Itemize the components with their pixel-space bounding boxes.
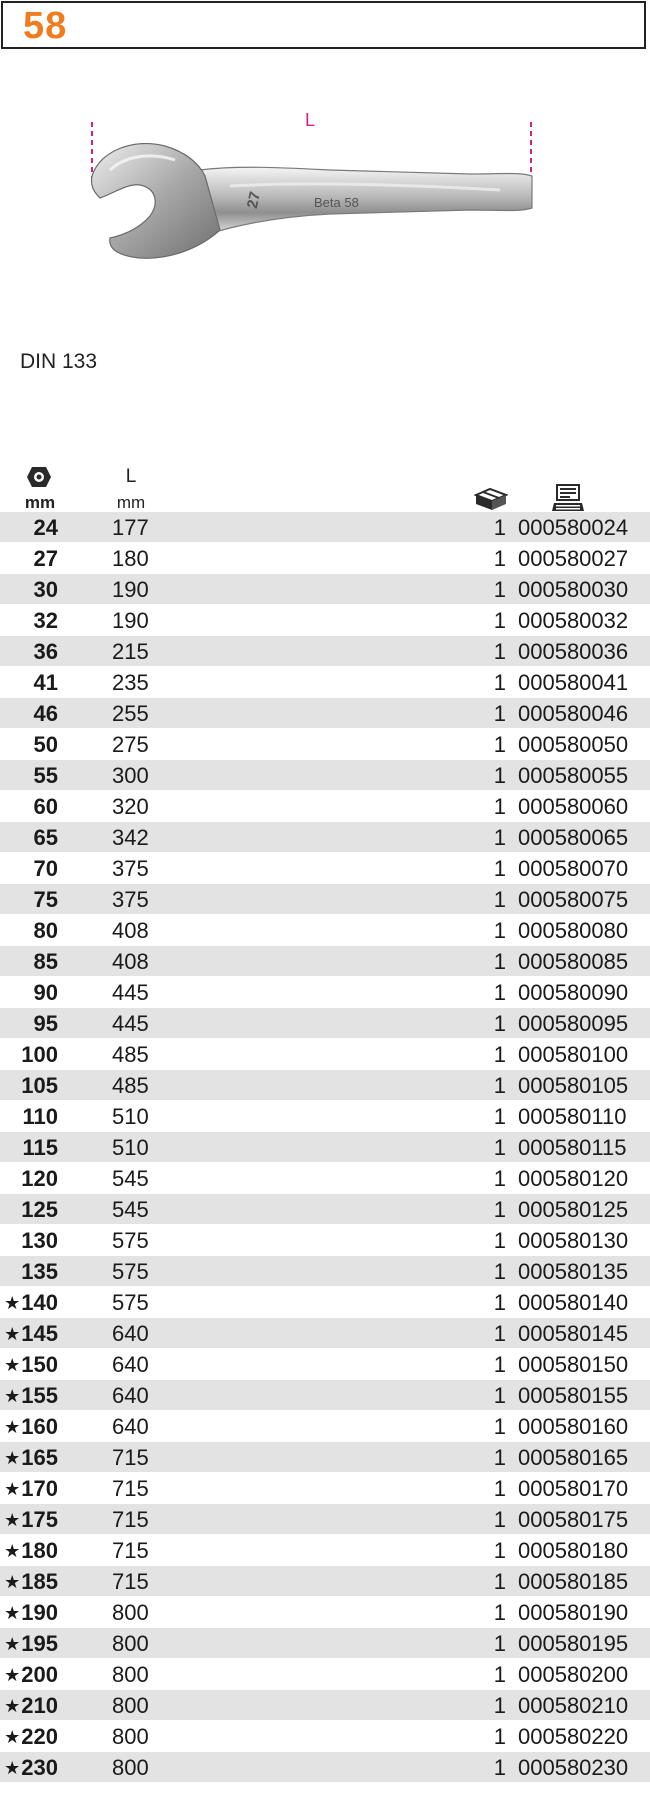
table-row	[0, 1721, 650, 1752]
article-code-cell: 000580110	[518, 1104, 627, 1129]
star-icon: ★	[4, 1479, 21, 1499]
length-cell: 320	[112, 794, 149, 819]
size-value: 195	[21, 1631, 58, 1656]
table-row	[0, 1411, 650, 1442]
length-cell: 800	[112, 1600, 149, 1625]
table-row	[0, 853, 650, 884]
article-code-cell: 000580070	[518, 856, 629, 881]
size-cell	[0, 1628, 58, 1659]
length-cell: 510	[112, 1104, 149, 1129]
size-cell	[0, 1163, 58, 1194]
quantity-cell: 1	[493, 1011, 506, 1036]
size-value: 70	[33, 856, 58, 881]
din-standard: DIN 133	[20, 350, 98, 373]
article-code-cell: 000580085	[518, 949, 629, 974]
article-code-cell: 000580160	[518, 1414, 629, 1439]
size-value: 220	[21, 1724, 58, 1749]
table-row	[0, 822, 650, 853]
length-cell: 800	[112, 1631, 149, 1656]
table-row	[0, 1225, 650, 1256]
size-value: 130	[21, 1228, 58, 1253]
quantity-cell: 1	[493, 918, 506, 943]
article-code-cell: 000580125	[518, 1197, 629, 1222]
table-row	[0, 791, 650, 822]
quantity-cell: 1	[493, 608, 506, 633]
star-icon: ★	[4, 1572, 21, 1592]
size-cell	[0, 1442, 58, 1473]
quantity-cell: 1	[493, 1755, 506, 1780]
engraving-brand: Beta 58	[314, 195, 359, 210]
size-value: 55	[33, 763, 58, 788]
quantity-cell: 1	[493, 546, 506, 571]
article-code-cell: 000580024	[518, 515, 629, 540]
article-code-cell: 000580180	[518, 1538, 629, 1563]
length-cell: 575	[112, 1228, 149, 1253]
table-row	[0, 1566, 650, 1597]
article-code-cell: 000580075	[518, 887, 629, 912]
length-column-label: L	[125, 466, 137, 487]
table-row	[0, 574, 650, 605]
table-row	[0, 946, 650, 977]
table-row	[0, 1287, 650, 1318]
size-value: 27	[33, 546, 58, 571]
length-cell: 510	[112, 1135, 149, 1160]
size-cell	[0, 1473, 58, 1504]
size-cell	[0, 1039, 58, 1070]
quantity-cell: 1	[493, 1662, 506, 1687]
length-marker: L	[305, 110, 316, 130]
table-row	[0, 1194, 650, 1225]
length-cell: 375	[112, 887, 149, 912]
star-icon: ★	[4, 1386, 21, 1406]
article-code-cell: 000580060	[518, 794, 629, 819]
table-row	[0, 1101, 650, 1132]
star-icon: ★	[4, 1355, 21, 1375]
quantity-cell: 1	[493, 1352, 506, 1377]
table-row	[0, 1349, 650, 1380]
length-cell: 177	[112, 515, 149, 540]
size-value: 30	[33, 577, 58, 602]
quantity-cell: 1	[493, 1476, 506, 1501]
size-cell	[0, 512, 58, 543]
length-cell: 640	[112, 1414, 149, 1439]
size-value: 65	[33, 825, 58, 850]
quantity-cell: 1	[493, 515, 506, 540]
quantity-cell: 1	[493, 1383, 506, 1408]
size-cell	[0, 1504, 58, 1535]
table-row	[0, 1132, 650, 1163]
size-cell	[0, 1256, 58, 1287]
length-cell: 375	[112, 856, 149, 881]
size-value: 85	[33, 949, 58, 974]
length-cell: 640	[112, 1321, 149, 1346]
star-icon: ★	[4, 1603, 21, 1623]
wrench-jaw	[91, 144, 220, 259]
length-cell: 800	[112, 1662, 149, 1687]
size-value: 50	[33, 732, 58, 757]
article-code-cell: 000580095	[518, 1011, 629, 1036]
table-row	[0, 636, 650, 667]
table-row	[0, 1380, 650, 1411]
article-code-cell: 000580230	[518, 1755, 629, 1780]
size-value: 115	[22, 1135, 58, 1160]
quantity-cell: 1	[493, 577, 506, 602]
length-cell: 190	[112, 608, 149, 633]
hex-nut-icon	[26, 466, 52, 488]
size-cell	[0, 543, 58, 574]
package-box-icon	[474, 486, 508, 512]
article-code-cell: 000580027	[518, 546, 629, 571]
quantity-cell: 1	[493, 1693, 506, 1718]
size-cell	[0, 1194, 58, 1225]
size-cell	[0, 1566, 58, 1597]
size-cell	[0, 667, 58, 698]
quantity-cell: 1	[493, 1228, 506, 1253]
size-cell	[0, 636, 58, 667]
size-cell	[0, 946, 58, 977]
article-code-cell: 000580135	[518, 1259, 629, 1284]
size-value: 180	[21, 1538, 58, 1563]
table-row	[0, 1163, 650, 1194]
article-code-cell: 000580170	[518, 1476, 629, 1501]
star-icon: ★	[4, 1324, 21, 1344]
quantity-cell: 1	[493, 825, 506, 850]
length-cell: 408	[112, 918, 149, 943]
article-code-cell: 000580130	[518, 1228, 629, 1253]
table-row	[0, 667, 650, 698]
product-header	[1, 1, 646, 49]
table-row	[0, 698, 650, 729]
star-icon: ★	[4, 1541, 21, 1561]
size-cell	[0, 574, 58, 605]
table-row	[0, 1256, 650, 1287]
size-cell	[0, 1287, 58, 1318]
article-code-cell: 000580220	[518, 1724, 629, 1749]
table-row	[0, 1628, 650, 1659]
length-cell: 275	[112, 732, 149, 757]
quantity-cell: 1	[493, 1104, 506, 1129]
article-code-cell: 000580030	[518, 577, 629, 602]
table-row	[0, 543, 650, 574]
length-cell: 215	[112, 639, 149, 664]
size-value: 230	[21, 1755, 58, 1780]
size-cell	[0, 729, 58, 760]
article-code-cell: 000580120	[518, 1166, 629, 1191]
length-cell: 190	[112, 577, 149, 602]
length-cell: 235	[112, 670, 149, 695]
star-icon: ★	[4, 1696, 21, 1716]
article-code-cell: 000580195	[518, 1631, 629, 1656]
size-cell	[0, 822, 58, 853]
article-code-cell: 000580065	[518, 825, 629, 850]
size-value: 110	[22, 1104, 58, 1129]
article-code-cell: 000580145	[518, 1321, 629, 1346]
size-cell	[0, 698, 58, 729]
length-cell: 575	[112, 1290, 149, 1315]
article-code-cell: 000580140	[518, 1290, 629, 1315]
quantity-cell: 1	[493, 1135, 506, 1160]
length-cell: 545	[112, 1197, 149, 1222]
size-value: 155	[21, 1383, 58, 1408]
size-cell	[0, 791, 58, 822]
size-cell	[0, 605, 58, 636]
quantity-cell: 1	[493, 1631, 506, 1656]
quantity-cell: 1	[493, 763, 506, 788]
size-value: 36	[33, 639, 58, 664]
length-cell: 800	[112, 1755, 149, 1780]
article-code-cell: 000580150	[518, 1352, 629, 1377]
size-cell	[0, 1411, 58, 1442]
length-cell: 715	[112, 1538, 149, 1563]
table-row	[0, 1597, 650, 1628]
size-cell	[0, 915, 58, 946]
quantity-cell: 1	[493, 1321, 506, 1346]
article-code-cell: 000580210	[518, 1693, 629, 1718]
article-code-cell: 000580105	[518, 1073, 629, 1098]
size-cell	[0, 1070, 58, 1101]
article-code-cell: 000580032	[518, 608, 629, 633]
size-cell	[0, 977, 58, 1008]
size-value: 200	[21, 1662, 58, 1687]
table-row	[0, 1039, 650, 1070]
length-cell: 485	[112, 1042, 149, 1067]
table-row	[0, 760, 650, 791]
table-row	[0, 1752, 650, 1783]
quantity-cell: 1	[493, 1259, 506, 1284]
star-icon: ★	[4, 1293, 21, 1313]
length-cell: 300	[112, 763, 149, 788]
size-cell	[0, 1318, 58, 1349]
article-code-cell: 000580050	[518, 732, 629, 757]
size-cell	[0, 1225, 58, 1256]
quantity-cell: 1	[493, 670, 506, 695]
size-value: 60	[33, 794, 58, 819]
product-table	[0, 512, 650, 1783]
size-value: 175	[21, 1507, 58, 1532]
table-row	[0, 884, 650, 915]
size-value: 210	[21, 1693, 58, 1718]
size-cell	[0, 884, 58, 915]
length-cell: 715	[112, 1476, 149, 1501]
size-value: 32	[33, 608, 58, 633]
quantity-cell: 1	[493, 1724, 506, 1749]
star-icon: ★	[4, 1634, 21, 1654]
size-value: 140	[21, 1290, 58, 1315]
table-row	[0, 1318, 650, 1349]
quantity-cell: 1	[493, 949, 506, 974]
size-value: 90	[33, 980, 58, 1005]
quantity-cell: 1	[493, 1600, 506, 1625]
length-cell: 575	[112, 1259, 149, 1284]
length-cell: 180	[112, 546, 149, 571]
article-code-cell: 000580155	[518, 1383, 629, 1408]
quantity-cell: 1	[493, 1042, 506, 1067]
engraving-size: 27	[243, 190, 265, 210]
length-cell: 800	[112, 1693, 149, 1718]
size-unit-label: mm	[24, 493, 56, 512]
product-code: 58	[23, 5, 68, 47]
article-code-cell: 000580100	[518, 1042, 629, 1067]
size-cell	[0, 1597, 58, 1628]
star-icon: ★	[4, 1510, 21, 1530]
table-row	[0, 1535, 650, 1566]
computer-terminal-icon	[552, 484, 584, 512]
article-code-cell: 000580080	[518, 918, 629, 943]
quantity-cell: 1	[493, 1166, 506, 1191]
quantity-cell: 1	[493, 887, 506, 912]
quantity-cell: 1	[493, 856, 506, 881]
table-row	[0, 915, 650, 946]
article-code-cell: 000580175	[518, 1507, 629, 1532]
article-code-cell: 000580046	[518, 701, 629, 726]
table-row	[0, 1659, 650, 1690]
size-value: 80	[33, 918, 58, 943]
size-value: 125	[21, 1197, 58, 1222]
size-value: 135	[21, 1259, 58, 1284]
length-cell: 255	[112, 701, 149, 726]
size-cell	[0, 1721, 58, 1752]
length-cell: 545	[112, 1166, 149, 1191]
quantity-cell: 1	[493, 701, 506, 726]
length-cell: 445	[112, 1011, 149, 1036]
star-icon: ★	[4, 1758, 21, 1778]
quantity-cell: 1	[493, 1507, 506, 1532]
star-icon: ★	[4, 1417, 21, 1437]
size-cell	[0, 1690, 58, 1721]
length-cell: 715	[112, 1445, 149, 1470]
article-code-cell: 000580200	[518, 1662, 629, 1687]
size-cell	[0, 1752, 58, 1783]
quantity-cell: 1	[493, 639, 506, 664]
quantity-cell: 1	[493, 980, 506, 1005]
quantity-cell: 1	[493, 1569, 506, 1594]
table-row	[0, 1008, 650, 1039]
quantity-cell: 1	[493, 1414, 506, 1439]
length-cell: 342	[112, 825, 149, 850]
size-value: 145	[21, 1321, 58, 1346]
quantity-cell: 1	[493, 1538, 506, 1563]
size-value: 170	[21, 1476, 58, 1501]
table-row	[0, 1442, 650, 1473]
length-cell: 800	[112, 1724, 149, 1749]
size-value: 160	[21, 1414, 58, 1439]
article-code-cell: 000580115	[518, 1135, 627, 1160]
size-value: 185	[21, 1569, 58, 1594]
article-code-cell: 000580041	[518, 670, 629, 695]
size-value: 190	[21, 1600, 58, 1625]
length-cell: 715	[112, 1569, 149, 1594]
star-icon: ★	[4, 1665, 21, 1685]
size-value: 105	[21, 1073, 58, 1098]
size-value: 41	[33, 670, 58, 695]
star-icon: ★	[4, 1448, 21, 1468]
size-cell	[0, 1132, 58, 1163]
article-code-cell: 000580185	[518, 1569, 629, 1594]
article-code-cell: 000580190	[518, 1600, 629, 1625]
article-code-cell: 000580055	[518, 763, 629, 788]
size-cell	[0, 1349, 58, 1380]
table-row	[0, 977, 650, 1008]
size-value: 100	[21, 1042, 58, 1067]
size-value: 46	[33, 701, 58, 726]
quantity-cell: 1	[493, 1290, 506, 1315]
size-cell	[0, 1380, 58, 1411]
size-value: 165	[21, 1445, 58, 1470]
article-code-cell: 000580165	[518, 1445, 629, 1470]
table-row	[0, 1504, 650, 1535]
article-code-cell: 000580090	[518, 980, 629, 1005]
length-cell: 445	[112, 980, 149, 1005]
size-cell	[0, 760, 58, 791]
quantity-cell: 1	[493, 1073, 506, 1098]
length-unit-label: mm	[116, 493, 146, 512]
table-row	[0, 729, 650, 760]
length-cell: 485	[112, 1073, 149, 1098]
star-icon: ★	[4, 1727, 21, 1747]
size-value: 95	[33, 1011, 58, 1036]
size-cell	[0, 1659, 58, 1690]
quantity-cell: 1	[493, 794, 506, 819]
table-row	[0, 1070, 650, 1101]
quantity-cell: 1	[493, 1445, 506, 1470]
quantity-cell: 1	[493, 1197, 506, 1222]
size-cell	[0, 853, 58, 884]
table-row	[0, 605, 650, 636]
size-value: 120	[21, 1166, 58, 1191]
table-row	[0, 1690, 650, 1721]
length-cell: 640	[112, 1352, 149, 1377]
size-cell	[0, 1008, 58, 1039]
size-value: 24	[33, 515, 58, 540]
size-cell	[0, 1101, 58, 1132]
length-cell: 640	[112, 1383, 149, 1408]
length-cell: 408	[112, 949, 149, 974]
size-value: 150	[21, 1352, 58, 1377]
table-row	[0, 1473, 650, 1504]
quantity-cell: 1	[493, 732, 506, 757]
table-row	[0, 512, 650, 543]
size-cell	[0, 1535, 58, 1566]
article-code-cell: 000580036	[518, 639, 629, 664]
length-cell: 715	[112, 1507, 149, 1532]
size-value: 75	[33, 887, 58, 912]
wrench-figure	[0, 90, 650, 320]
